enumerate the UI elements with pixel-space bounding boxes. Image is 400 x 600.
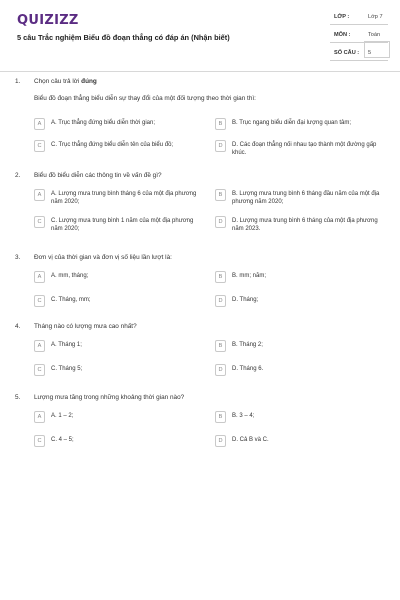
question-emphasis: đúng: [81, 78, 97, 85]
option-text: D. Lượng mưa trung bình 6 tháng của một địa phương năm 2023.: [232, 218, 378, 232]
option-letter-badge[interactable]: A: [34, 411, 45, 423]
question-number: 3.: [15, 254, 21, 261]
question-number: 1.: [15, 78, 21, 85]
option-letter-badge[interactable]: A: [34, 118, 45, 130]
option-text: B. Trục ngang biểu diễn đại lượng quan tâm;: [232, 120, 352, 126]
question-prompt: Lượng mưa tăng trong những khoảng thời gian nào?: [34, 394, 185, 401]
option-text: A. mm, tháng;: [51, 273, 89, 279]
option-letter-badge[interactable]: D: [215, 435, 226, 447]
question-text: [34, 254, 172, 261]
option-text: D. Các đoạn thẳng nối nhau tạo thành một đường gấp khúc.: [232, 142, 377, 156]
option-text: B. 3 – 4;: [232, 413, 255, 419]
option-letter-badge[interactable]: D: [215, 295, 226, 307]
meta-grade: [330, 11, 388, 25]
option-letter-badge[interactable]: A: [34, 271, 45, 283]
meta-grade-label: LỚP :: [334, 14, 350, 20]
question-prompt: Đơn vị của thời gian và đơn vị số liệu lần lượt là:: [34, 254, 172, 261]
question-text: [34, 323, 137, 330]
option-letter-badge[interactable]: C: [34, 435, 45, 447]
meta-subject-label: MÔN :: [334, 32, 351, 38]
question-prompt: Tháng nào có lượng mưa cao nhất?: [34, 323, 137, 330]
option-text: A. Lượng mưa trung bình tháng 6 của một địa phương năm 2020;: [51, 191, 197, 205]
option-text: B. Lượng mưa trung bình 6 tháng đầu năm của một địa phương năm 2020;: [232, 191, 380, 205]
option-letter-badge[interactable]: C: [34, 364, 45, 376]
option-letter-badge[interactable]: B: [215, 340, 226, 352]
option-letter-badge[interactable]: C: [34, 216, 45, 228]
question-text: [34, 394, 184, 401]
option-text: B. mm; năm;: [232, 273, 267, 279]
option-text: A. Tháng 1;: [51, 342, 82, 348]
question-text: [34, 78, 97, 85]
option-letter-badge[interactable]: B: [215, 411, 226, 423]
option-text: C. Tháng 5;: [51, 366, 83, 372]
option-letter-badge[interactable]: D: [215, 140, 226, 152]
meta-count-label: SỐ CÂU :: [334, 50, 360, 56]
option-letter-badge[interactable]: D: [215, 364, 226, 376]
option-text: C. Lượng mưa trung bình 1 năm của một địa phương năm 2020;: [51, 218, 194, 232]
option-text: A. Trục thẳng đứng biểu diễn thời gian;: [51, 120, 156, 126]
option-letter-badge[interactable]: D: [215, 216, 226, 228]
option-text: D. Cả B và C.: [232, 437, 269, 443]
option-letter-badge[interactable]: C: [34, 140, 45, 152]
question-number: 4.: [15, 323, 21, 330]
option-text: C. 4 – 5;: [51, 437, 74, 443]
question-number: 2.: [15, 172, 21, 179]
meta-count-value: 5: [368, 50, 372, 56]
question-stem: Biểu đồ đoạn thẳng biểu diễn sự thay đổi của một đối tượng theo thời gian thì:: [34, 95, 256, 102]
option-text: C. Tháng, mm;: [51, 297, 91, 303]
option-text: D. Tháng;: [232, 297, 259, 303]
quizizz-logo: QUIZIZZ: [17, 13, 79, 28]
option-text: B. Tháng 2;: [232, 342, 263, 348]
option-letter-badge[interactable]: C: [34, 295, 45, 307]
option-letter-badge[interactable]: A: [34, 340, 45, 352]
option-letter-badge[interactable]: B: [215, 118, 226, 130]
option-text: A. 1 – 2;: [51, 413, 74, 419]
option-text: D. Tháng 6.: [232, 366, 264, 372]
question-prompt: Biểu đồ biểu diễn các thông tin về vấn đề gì?: [34, 172, 162, 179]
option-text: C. Trục thẳng đứng biểu diễn tên của biểu đồ;: [51, 142, 174, 148]
worksheet-title: 5 câu Trắc nghiệm Biểu đồ đoạn thẳng có đáp án (Nhận biết): [17, 33, 230, 42]
option-letter-badge[interactable]: B: [215, 189, 226, 201]
meta-grade-value: Lớp 7: [368, 14, 383, 20]
worksheet-header: [0, 0, 400, 72]
question-number: 5.: [15, 394, 21, 401]
question-text: [34, 172, 162, 179]
option-letter-badge[interactable]: B: [215, 271, 226, 283]
question-prompt: Chọn câu trả lời: [34, 78, 82, 85]
option-letter-badge[interactable]: A: [34, 189, 45, 201]
meta-score-box: [364, 41, 390, 58]
meta-subject-value: Toán: [368, 32, 381, 38]
